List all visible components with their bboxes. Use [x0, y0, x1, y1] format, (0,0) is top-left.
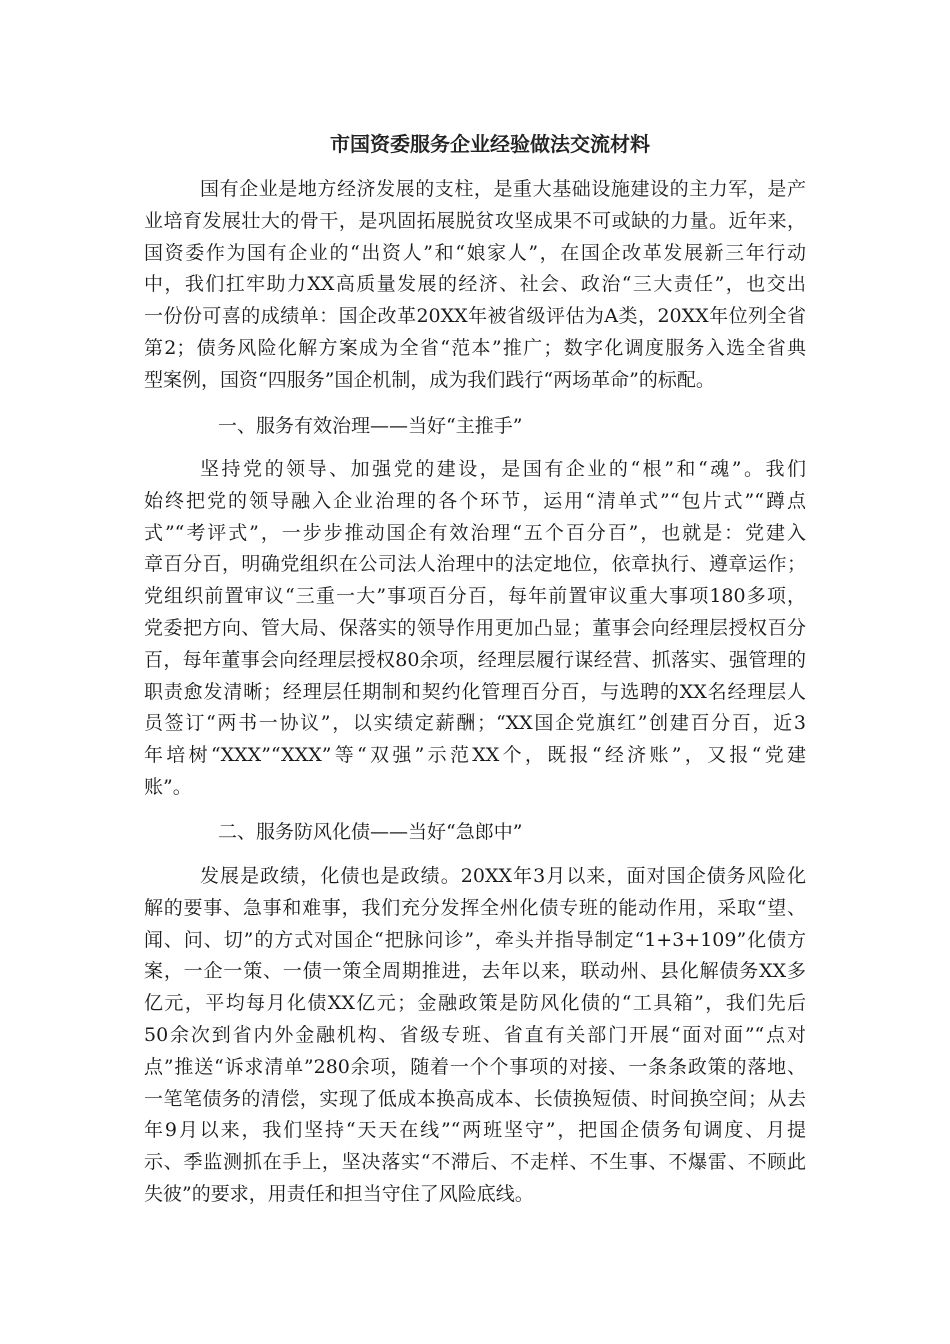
- paragraph-line: 员签订“两书一协议”，以实绩定薪酬；“XX国企党旗红”创建百分百，近3: [144, 712, 806, 735]
- paragraph-line: 型案例，国资“四服务”国企机制，成为我们践行“两场革命”的标配。: [144, 368, 715, 391]
- paragraph-line: 年培树“XXX”“XXX”等“双强”示范XX个，既报“经济账”，又报“党建: [144, 744, 806, 767]
- paragraph-line: 始终把党的领导融入企业治理的各个环节，运用“清单式”“包片式”“蹲点: [144, 489, 806, 512]
- paragraph-line: 年9月以来，我们坚持“天天在线”“两班坚守”，把国企债务旬调度、月提: [144, 1119, 806, 1142]
- paragraph-line: 亿元，平均每月化债XX亿元；金融政策是防风化债的“工具箱”，我们先后: [144, 992, 806, 1015]
- paragraph-line: 坚持党的领导、加强党的建设，是国有企业的“根”和“魂”。我们: [200, 458, 806, 480]
- document-title: 市国资委服务企业经验做法交流材料: [330, 132, 650, 156]
- paragraph: [144, 861, 806, 1211]
- paragraph-line: 失彼”的要求，用责任和担当守住了风险底线。: [144, 1182, 534, 1205]
- paragraph-line: 一份份可喜的成绩单：国企改革20XX年被省级评估为A类，20XX年位列全省: [144, 305, 806, 328]
- paragraph-line: 账”。: [144, 775, 192, 798]
- paragraph-line: 国有企业是地方经济发展的支柱，是重大基础设施建设的主力军，是产: [200, 178, 806, 200]
- paragraph-line: 50余次到省内外金融机构、省级专班、省直有关部门开展“面对面”“点对: [144, 1023, 806, 1046]
- paragraph-line: 业培育发展壮大的骨干，是巩固拓展脱贫攻坚成果不可或缺的力量。近年来，: [144, 209, 806, 232]
- paragraph-line: 党组织前置审议“三重一大”事项百分百，每年前置审议重大事项180多项，: [144, 585, 806, 608]
- paragraph-line: 第2；债务风险化解方案成为全省“范本”推广；数字化调度服务入选全省典: [144, 336, 806, 359]
- paragraph-line: 国资委作为国有企业的“出资人”和“娘家人”，在国企改革发展新三年行动: [144, 241, 806, 264]
- paragraph-line: 式”“考评式”，一步步推动国企有效治理“五个百分百”，也就是：党建入: [144, 521, 806, 544]
- paragraph-line: 解的要事、急事和难事，我们充分发挥全州化债专班的能动作用，采取“望、: [144, 896, 806, 919]
- paragraph: [144, 454, 806, 804]
- paragraph-line: 党委把方向、管大局、保落实的领导作用更加凸显；董事会向经理层授权百分: [144, 616, 806, 639]
- paragraph-line: 职责愈发清晰；经理层任期制和契约化管理百分百，与选聘的XX名经理层人: [144, 680, 806, 703]
- paragraph-line: 点”推送“诉求清单”280余项，随着一个个事项的对接、一条条政策的落地、: [144, 1055, 806, 1078]
- paragraph-line: 百，每年董事会向经理层授权80余项，经理层履行谋经营、抓落实、强管理的: [144, 648, 806, 671]
- paragraph-line: 一笔笔债务的清偿，实现了低成本换高成本、长债换短债、时间换空间；从去: [144, 1087, 806, 1110]
- paragraph-line: 闻、问、切”的方式对国企“把脉问诊”，牵头并指导制定“1+3+109”化债方: [144, 928, 806, 951]
- section-heading: 二、服务防风化债——当好“急郎中”: [218, 821, 523, 843]
- section-heading: 一、服务有效治理——当好“主推手”: [218, 415, 523, 437]
- paragraph-line: 案，一企一策、一债一策全周期推进，去年以来，联动州、县化解债务XX多: [144, 960, 806, 983]
- paragraph-line: 发展是政绩，化债也是政绩。20XX年3月以来，面对国企债务风险化: [200, 865, 806, 887]
- paragraph: [144, 174, 806, 397]
- paragraph-line: 中，我们扛牢助力XX高质量发展的经济、社会、政治“三大责任”，也交出: [144, 273, 806, 296]
- paragraph-line: 示、季监测抓在手上，坚决落实“不滞后、不走样、不生事、不爆雷、不顾此: [144, 1151, 806, 1174]
- paragraph-line: 章百分百，明确党组织在公司法人治理中的法定地位，依章执行、遵章运作；: [144, 553, 806, 576]
